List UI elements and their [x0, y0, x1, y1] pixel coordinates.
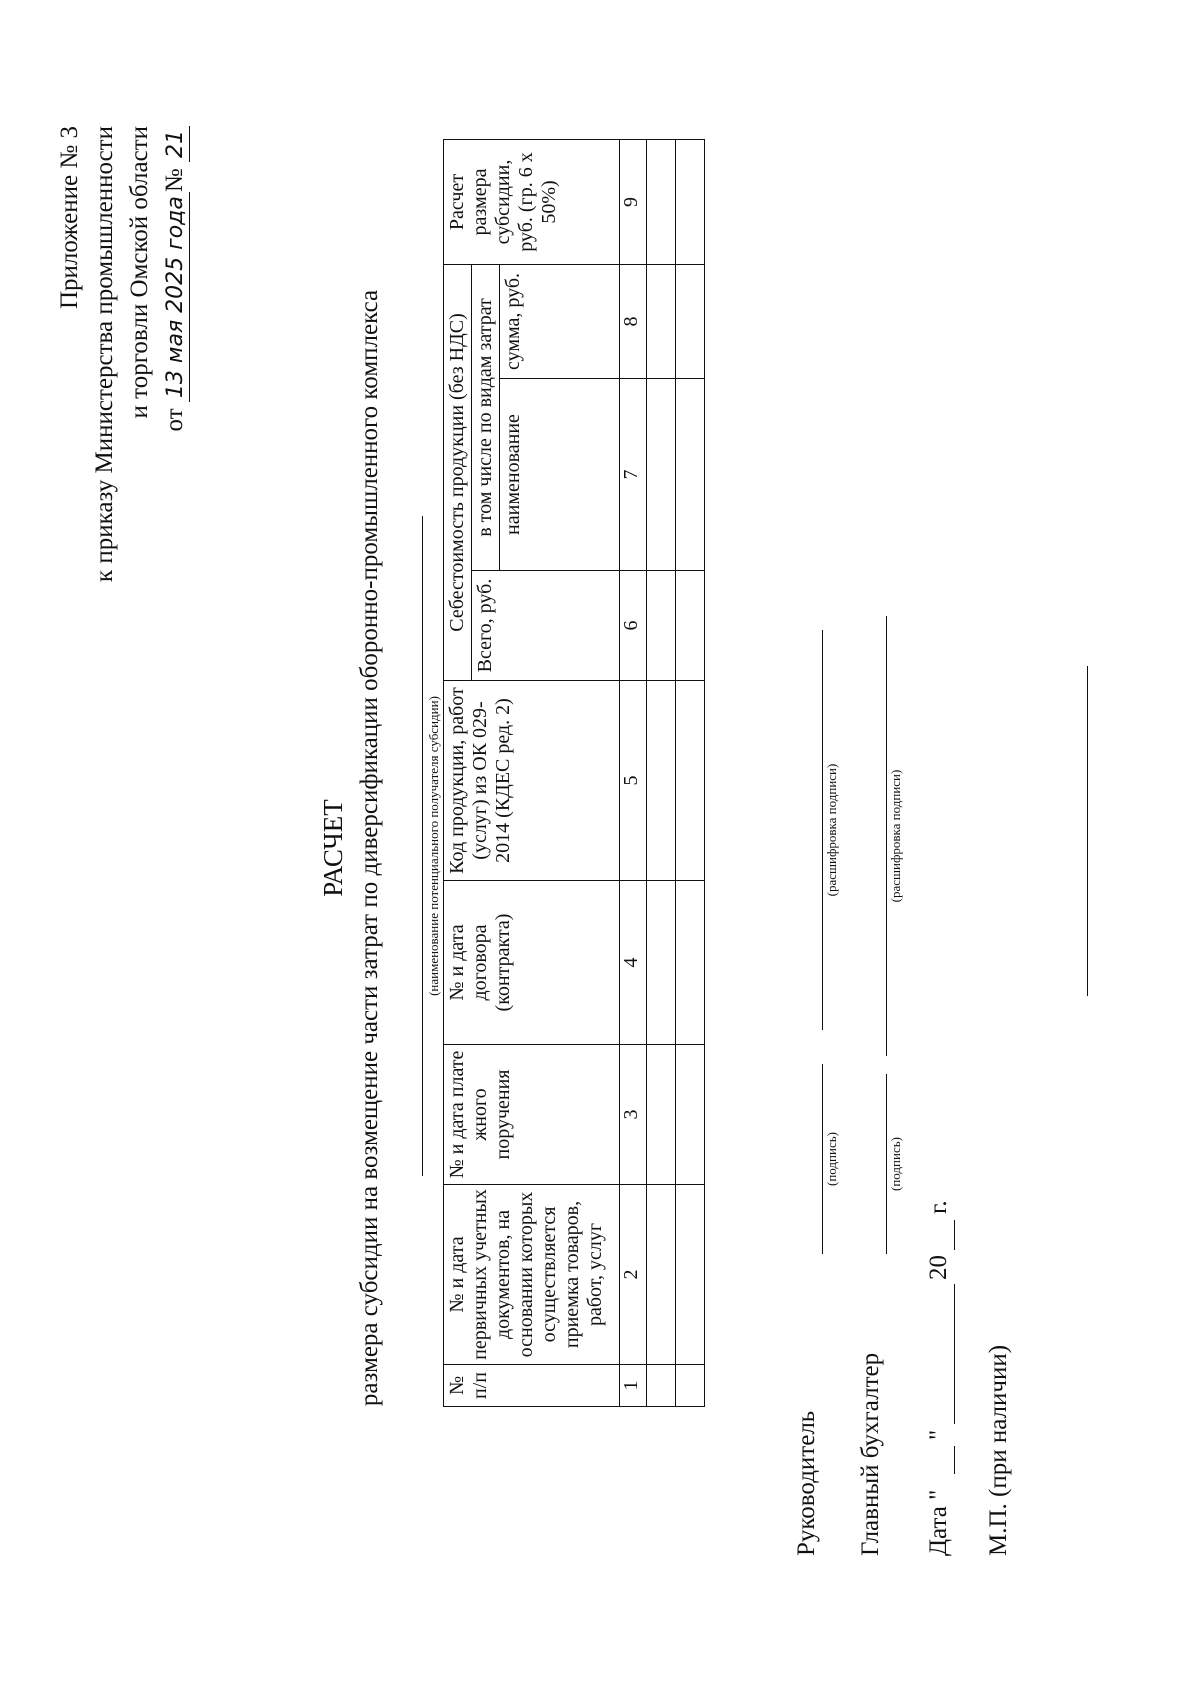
head-signature-caption: (подпись): [824, 1132, 839, 1186]
header-col-1: № п/п: [444, 1365, 620, 1407]
appendix-line-2: к приказу Министерства промышленности: [91, 126, 118, 583]
col-number-5: 5: [620, 681, 647, 881]
col-number-9: 9: [620, 140, 647, 265]
col-number-3: 3: [620, 1045, 647, 1185]
table-cell[interactable]: [676, 1045, 705, 1185]
head-decoding-line[interactable]: [822, 630, 823, 1030]
handwritten-date: 13 мая 2025 года: [163, 192, 190, 402]
col-number-4: 4: [620, 881, 647, 1045]
table-cell[interactable]: [647, 881, 676, 1045]
accountant-decoding-line[interactable]: [886, 616, 887, 1056]
table-cell[interactable]: [647, 681, 676, 881]
appendix-line-1: Приложение № 3: [56, 126, 83, 310]
accountant-signature-line[interactable]: [886, 1074, 887, 1254]
header-col-6: Всего, руб.: [472, 571, 620, 681]
extra-signature-line: [1087, 666, 1088, 996]
header-by-type-group: в том числе по видам затрат: [472, 265, 500, 571]
table-cell[interactable]: [676, 265, 705, 379]
table-cell[interactable]: [676, 881, 705, 1045]
table-cell[interactable]: [676, 681, 705, 881]
date-prefix: от: [161, 408, 188, 432]
head-decoding-caption: (расшифровка подписи): [824, 763, 839, 897]
calculation-table: [443, 139, 705, 1407]
appendix-date-line: [157, 126, 192, 686]
col-number-2: 2: [620, 1185, 647, 1365]
date-year-line[interactable]: [954, 1220, 955, 1250]
handwritten-number: 21: [163, 126, 190, 162]
date-mid-quote: ": [925, 1429, 952, 1440]
header-col-8: сумма, руб.: [500, 265, 620, 379]
table-cell[interactable]: [647, 140, 676, 265]
date-label: Дата ": [925, 1489, 952, 1556]
table-cell[interactable]: [676, 571, 705, 681]
table-cell[interactable]: [676, 1185, 705, 1365]
header-col-4: № и дата договора (контракта): [444, 881, 620, 1045]
date-month-line[interactable]: [954, 1284, 955, 1424]
date-year-suffix: г.: [925, 1200, 952, 1214]
accountant-signature-caption: (подпись): [888, 1137, 903, 1191]
header-col-5: Код продукции, работ (услуг) из ОК 029-2014 (КДЕС ред. 2): [444, 681, 620, 881]
table-cell[interactable]: [647, 1045, 676, 1185]
table-cell[interactable]: [676, 1365, 705, 1407]
appendix-header: [52, 126, 192, 686]
header-col-2: № и дата первичных учетных документов, на основании которых осуществляется приемка товаров, работ, услуг: [444, 1185, 620, 1365]
col-number-1: 1: [620, 1365, 647, 1407]
stamp-label: М.П. (при наличии): [985, 1344, 1012, 1556]
header-col-9: Расчет размера субсидии, руб. (гр. 6 х 50%): [444, 140, 620, 265]
header-col-7: наименование: [500, 379, 620, 571]
date-day-line[interactable]: [954, 1446, 955, 1474]
head-signature-line[interactable]: [822, 1064, 823, 1254]
col-number-7: 7: [620, 379, 647, 571]
table-number-row: [620, 140, 647, 1407]
header-cost-group: Себестоимость продукции (без НДС): [444, 265, 472, 681]
head-label: Руководитель: [793, 1410, 820, 1556]
col-number-8: 8: [620, 265, 647, 379]
table-cell[interactable]: [676, 379, 705, 571]
accountant-label: Главный бухгалтер: [857, 1352, 884, 1556]
date-year-prefix: 20: [925, 1255, 952, 1280]
table-cell[interactable]: [647, 571, 676, 681]
col-number-6: 6: [620, 571, 647, 681]
header-col-3: № и дата плате жного поручения: [444, 1045, 620, 1185]
table-row: [647, 140, 676, 1407]
document-title: РАСЧЕТ: [318, 799, 348, 897]
number-prefix: №: [161, 168, 188, 193]
table-row: [676, 140, 705, 1407]
accountant-decoding-caption: (расшифровка подписи): [888, 769, 903, 903]
table-cell[interactable]: [647, 379, 676, 571]
table-cell[interactable]: [676, 140, 705, 265]
table-cell[interactable]: [647, 1185, 676, 1365]
document-subtitle: размера субсидии на возмещение части затрат по диверсификации оборонно-промышленного комплекса: [356, 289, 383, 1407]
table-cell[interactable]: [647, 265, 676, 379]
table-cell[interactable]: [647, 1365, 676, 1407]
appendix-line-3: и торговли Омской области: [126, 126, 153, 419]
recipient-caption: (наименование потенциального получателя субсидии): [426, 696, 441, 996]
recipient-name-line: [422, 516, 423, 1176]
table-header-row-1: [444, 140, 472, 1407]
